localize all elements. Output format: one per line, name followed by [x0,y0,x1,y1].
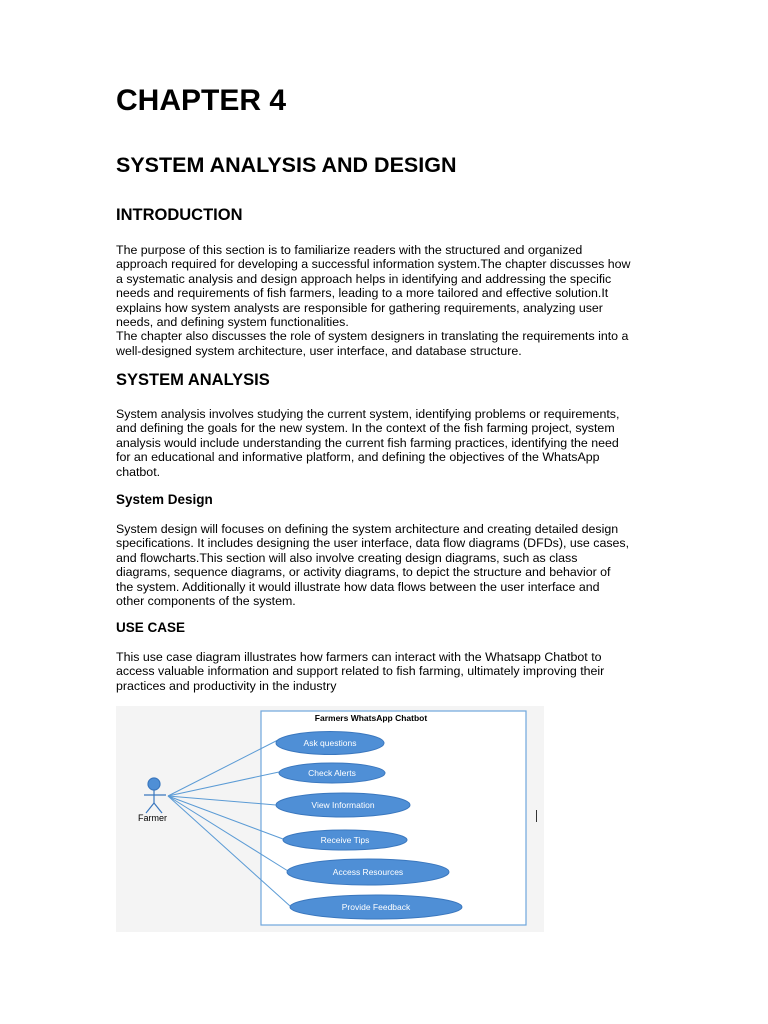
system-analysis-paragraph [116,407,664,479]
use-case-label: Receive Tips [320,835,370,845]
paragraph-line: explains how system analysts are responsible for gathering requirements, analyzing user [116,300,603,315]
paragraph-line: and flowcharts.This section will also involve creating design diagrams, such as class [116,550,578,565]
paragraph-line: System analysis involves studying the current system, identifying problems or requirements, [116,407,620,421]
actor-left-leg [146,803,154,813]
introduction-heading: INTRODUCTION [116,206,243,224]
paragraph-line: This use case diagram illustrates how farmers can interact with the Whatsapp Chatbot to [116,650,602,664]
actor-head-icon [148,778,160,790]
use-case-diagram [116,706,544,932]
paragraph-line: The purpose of this section is to familiarize readers with the structured and organized [116,243,583,257]
system-analysis-heading: SYSTEM ANALYSIS [116,371,270,389]
system-boundary-label: Farmers WhatsApp Chatbot [314,713,428,723]
paragraph-line: other components of the system. [116,594,296,609]
paragraph-line: specifications. It includes designing the user interface, data flow diagrams (DFDs), use cases, [116,536,630,551]
paragraph-line: The chapter also discusses the role of system designers in translating the requirements into a [116,329,629,344]
paragraph-line: diagrams, sequence diagrams, or activity diagrams, to depict the structure and behavior of [116,565,611,580]
use-case-diagram-svg [116,706,544,932]
use-case-heading: USE CASE [116,620,186,635]
paragraph-line: the system. Additionally it would illustrate how data flows between the user interface and [116,579,600,594]
paragraph-line: needs and requirements of fish farmers, leading to a more tailored and effective solution.It [116,286,609,301]
paragraph-line: a systematic analysis and design approach helps in identifying and addressing the specific [116,271,612,286]
actor-right-leg [154,803,162,813]
paragraph-line: approach required for developing a successful information system.The chapter discusses how [116,257,631,272]
paragraph-line: access valuable information and support related to fish farming, ultimately improving their [116,664,605,679]
paragraph-line: and defining the goals for the new system. In the context of the fish farming project, system [116,421,615,436]
use-case-access-resources [287,859,449,885]
use-case-receive-tips [283,830,407,850]
use-case-label: Check Alerts [308,768,356,778]
system-design-heading: System Design [116,492,213,507]
paragraph-line: System design will focuses on defining the system architecture and creating detailed design [116,522,619,536]
paragraph-line: practices and productivity in the industry [116,678,337,693]
use-case-paragraph [116,650,664,693]
paragraph-line: well-designed system architecture, user interface, and database structure. [116,343,522,358]
text-cursor [536,810,537,822]
use-case-label: Provide Feedback [341,902,411,912]
introduction-paragraph [116,243,664,358]
paragraph-line: for an educational and informative platform, and defining the objectives of the WhatsApp [116,450,600,465]
system-design-paragraph [116,522,664,608]
paragraph-line: chatbot. [116,464,161,479]
chapter-heading: CHAPTER 4 [116,84,287,117]
use-case-label: Ask questions [303,738,357,748]
association-line-view-information [168,796,276,805]
use-case-check-alerts [279,763,385,783]
farmer-actor [144,778,166,813]
use-case-view-information [276,793,410,817]
paragraph-line: needs, and defining system functionalities. [116,315,349,330]
chapter-title: SYSTEM ANALYSIS AND DESIGN [116,153,457,177]
use-case-label: View Information [311,800,375,810]
use-case-ask-questions [276,732,384,755]
use-case-label: Access Resources [332,867,404,877]
use-case-provide-feedback [290,895,462,919]
actor-label: Farmer [138,813,167,823]
paragraph-line: analysis would include understanding the current fish farming practices, identifying the need [116,435,619,450]
